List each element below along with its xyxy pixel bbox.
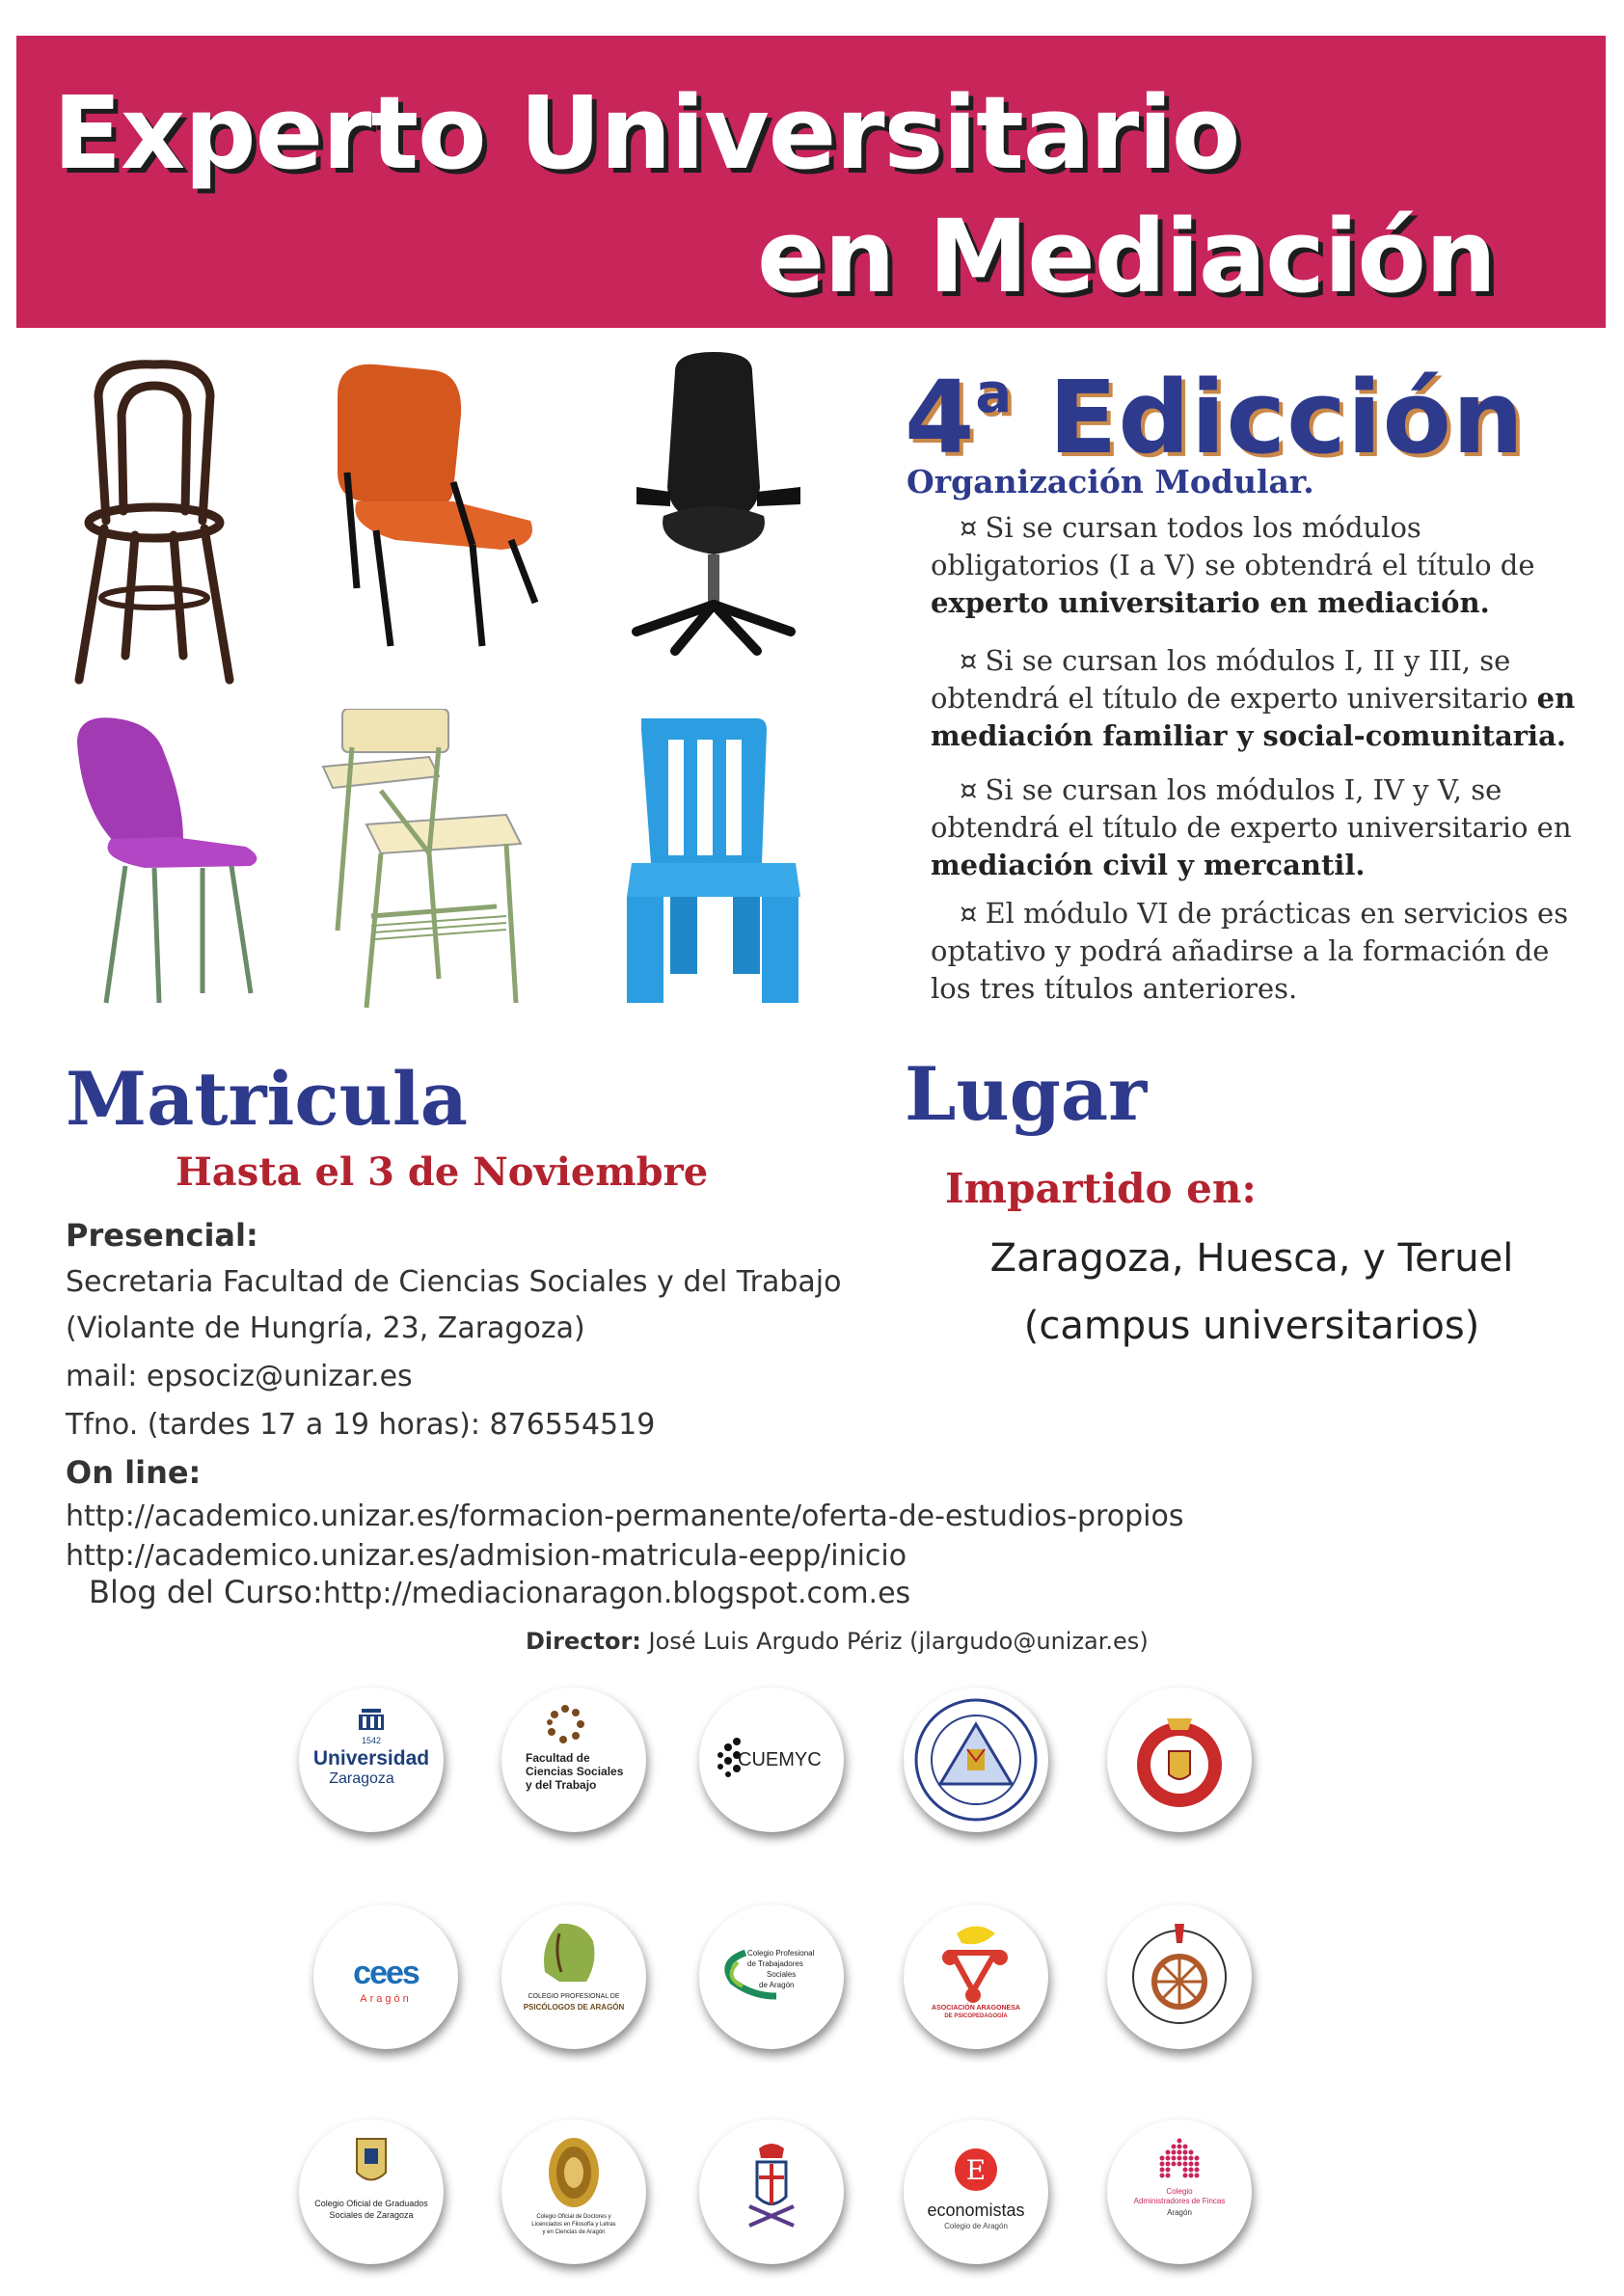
unizar-year: 1542 bbox=[361, 1736, 382, 1745]
graduados-line-1: Colegio Oficial de Graduados bbox=[314, 2199, 428, 2208]
cities-line: Zaragoza, Huesca, y Teruel bbox=[989, 1236, 1514, 1281]
doctores-line-2: Licenciados en Filosofía y Letras bbox=[531, 2222, 616, 2228]
director-line bbox=[526, 1628, 1149, 1655]
administradores-fincas-logo bbox=[1107, 2120, 1252, 2264]
facultad-line-1: Facultad de bbox=[526, 1751, 590, 1765]
organization-item-4 bbox=[931, 895, 1596, 1008]
edition-ordinal: a bbox=[975, 363, 1014, 425]
cuemyc-logo bbox=[699, 1688, 844, 1832]
address-line-1: Secretaria Facultad de Ciencias Sociales y del Trabajo bbox=[66, 1265, 842, 1299]
economistas-logo bbox=[904, 2120, 1048, 2264]
bullet-icon: ¤ bbox=[960, 773, 978, 806]
economistas-name: economistas bbox=[927, 2201, 1025, 2220]
psicopedagogia-line-1: ASOCIACIÓN ARAGONESA bbox=[932, 2005, 1020, 2012]
cees-region: Aragón bbox=[360, 1993, 412, 2005]
svg-text:E: E bbox=[965, 2154, 987, 2186]
abogados-seal-icon bbox=[904, 1688, 1048, 1832]
organization-item-bold: en mediación familiar y social-comunitaria. bbox=[931, 682, 1576, 752]
doctores-line-3: y en Ciencias de Aragón bbox=[542, 2229, 606, 2235]
organization-item-bold: experto universitario en mediación. bbox=[931, 586, 1490, 619]
heraldic-crest-logo bbox=[699, 2120, 844, 2264]
bullet-icon: ¤ bbox=[960, 644, 978, 677]
school-desk-chair-image bbox=[313, 709, 535, 1017]
facultad-line-2: Ciencias Sociales bbox=[526, 1765, 624, 1778]
ilustre-colegio-logo bbox=[1107, 1688, 1252, 1832]
header-banner bbox=[16, 36, 1606, 328]
bentwood-chair-image bbox=[58, 357, 251, 685]
impartido-label: Impartido en: bbox=[945, 1165, 1257, 1212]
facultad-logo bbox=[501, 1688, 646, 1832]
blog-label: Blog del Curso: bbox=[89, 1574, 323, 1610]
graduados-shield-icon bbox=[299, 2120, 444, 2264]
matricula-title: Matricula bbox=[66, 1056, 469, 1142]
organization-item-text: Si se cursan los módulos I, II y III, se obtendrá el título de experto universitario bbox=[931, 644, 1537, 715]
doctores-medal-icon bbox=[501, 2120, 646, 2264]
psicologos-face-icon bbox=[501, 1904, 646, 2049]
title-line-1: Experto Universitario bbox=[53, 74, 1240, 192]
black-gaming-chair-image bbox=[617, 352, 810, 661]
cees-logo bbox=[313, 1904, 458, 2049]
cuemyc-name: CUEMYC bbox=[738, 1749, 822, 1770]
director-label: Director: bbox=[526, 1628, 641, 1655]
organization-item-3 bbox=[931, 771, 1596, 884]
campus-line: (campus universitarios) bbox=[1023, 1304, 1480, 1348]
psicologos-logo bbox=[501, 1904, 646, 2049]
economistas-sub: Colegio de Aragón bbox=[944, 2222, 1008, 2230]
sociologia-seal-icon bbox=[1107, 1904, 1252, 2049]
fincas-line-3: Aragón bbox=[1167, 2208, 1192, 2217]
psicologos-line-1: COLEGIO PROFESIONAL DE bbox=[528, 1993, 620, 2000]
organization-item-text: El módulo VI de prácticas en servicios es optativo y podrá añadirse a la formación de los tres títulos anteriores. bbox=[931, 897, 1569, 1005]
director-name: José Luis Argudo Périz (jlargudo@unizar.es) bbox=[640, 1628, 1149, 1655]
doctores-line-1: Colegio Oficial de Doctores y bbox=[536, 2214, 611, 2220]
abogados-aragon-logo bbox=[904, 1688, 1048, 1832]
trabajadores-line-3: Sociales bbox=[767, 1970, 797, 1979]
edition-word: Edicción bbox=[1048, 359, 1525, 476]
online-url-2[interactable]: http://academico.unizar.es/admision-matricula-eepp/inicio bbox=[66, 1539, 907, 1573]
bullet-icon: ¤ bbox=[960, 511, 978, 544]
presencial-label: Presencial: bbox=[66, 1217, 258, 1254]
heraldic-crest-icon bbox=[699, 2120, 844, 2264]
online-url-1[interactable]: http://academico.unizar.es/formacion-permanente/oferta-de-estudios-propios bbox=[66, 1499, 1184, 1533]
orange-office-chair-image bbox=[318, 357, 550, 656]
graduados-line-2: Sociales de Zaragoza bbox=[329, 2210, 414, 2220]
purple-chair-image bbox=[58, 714, 270, 1013]
unizar-city: Zaragoza bbox=[329, 1770, 394, 1787]
organization-item-text: Si se cursan los módulos I, IV y V, se obtendrá el título de experto universitario en bbox=[931, 773, 1572, 844]
doctores-licenciados-logo bbox=[501, 2120, 646, 2264]
unizar-logo bbox=[299, 1688, 444, 1832]
psicopedagogia-emblem-icon bbox=[904, 1904, 1048, 2049]
facultad-line-3: y del Trabajo bbox=[526, 1778, 597, 1792]
organization-item-bold: mediación civil y mercantil. bbox=[931, 849, 1366, 881]
ilustre-seal-icon bbox=[1107, 1688, 1252, 1832]
psicologos-line-2: PSICÓLOGOS DE ARAGÓN bbox=[523, 2003, 625, 2012]
blog-url[interactable]: http://mediacionaragon.blogspot.com.es bbox=[322, 1577, 911, 1610]
trabajadores-line-4: de Aragón bbox=[759, 1981, 795, 1989]
matricula-deadline: Hasta el 3 de Noviembre bbox=[176, 1149, 709, 1195]
psicopedagogia-logo bbox=[904, 1904, 1048, 2049]
trabajadores-line-1: Colegio Profesional bbox=[747, 1949, 815, 1958]
mail-line: mail: epsociz@unizar.es bbox=[66, 1360, 413, 1393]
lugar-title: Lugar bbox=[905, 1051, 1148, 1137]
trabajadores-sociales-logo bbox=[699, 1904, 844, 2049]
phone-line: Tfno. (tardes 17 a 19 horas): 876554519 bbox=[66, 1408, 656, 1442]
graduados-sociales-logo bbox=[299, 2120, 444, 2264]
online-label: On line: bbox=[66, 1454, 202, 1491]
edition-number: 4 bbox=[905, 359, 976, 476]
unizar-name: Universidad bbox=[312, 1747, 430, 1769]
economistas-e-icon bbox=[904, 2120, 1048, 2264]
organization-item-1 bbox=[931, 509, 1596, 622]
address-line-2: (Violante de Hungría, 23, Zaragoza) bbox=[66, 1311, 585, 1345]
title-line-2: en Mediación bbox=[757, 198, 1496, 315]
cees-name: cees bbox=[353, 1955, 419, 1991]
organization-item-2 bbox=[931, 642, 1596, 755]
blue-kids-chair-image bbox=[612, 718, 815, 1008]
fincas-line-1: Colegio bbox=[1166, 2187, 1193, 2196]
blog-line bbox=[89, 1574, 910, 1610]
organization-item-text: Si se cursan todos los módulos obligatorios (I a V) se obtendrá el título de bbox=[931, 511, 1535, 581]
fincas-line-2: Administradores de Fincas bbox=[1133, 2197, 1226, 2205]
sociologia-logo bbox=[1107, 1904, 1252, 2049]
trabajadores-line-2: de Trabajadores bbox=[747, 1959, 803, 1968]
organization-title: Organización Modular. bbox=[907, 463, 1314, 500]
bullet-icon: ¤ bbox=[960, 897, 978, 930]
psicopedagogia-line-2: DE PSICOPEDAGOGÍA bbox=[944, 2013, 1008, 2019]
edition-heading bbox=[905, 359, 1525, 476]
